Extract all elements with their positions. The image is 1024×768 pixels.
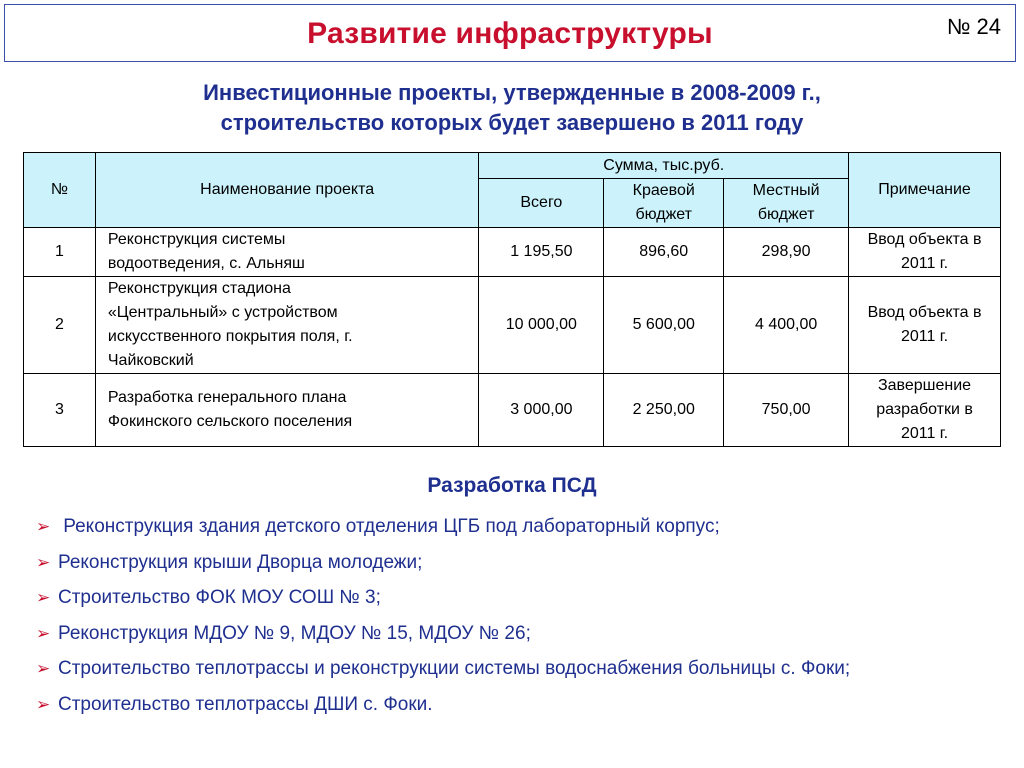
row-note-line: Ввод объекта в: [867, 304, 982, 321]
table-row: [24, 228, 1001, 277]
header-note: Примечание: [849, 153, 1001, 228]
row-num: 2: [24, 277, 96, 374]
psd-heading: Разработка ПСД: [427, 474, 597, 497]
list-item: [36, 512, 850, 548]
row-note-line: 2011 г.: [900, 425, 949, 442]
row-num: 1: [24, 228, 96, 277]
row-name-line: Фокинского сельского поселения: [107, 413, 353, 430]
row-name-line: Реконструкция системы: [107, 231, 286, 248]
row-regional: 896,60: [604, 228, 724, 277]
header-regional-line-2: бюджет: [635, 206, 692, 223]
list-item-text: Реконструкция МДОУ № 9, МДОУ № 15, МДОУ № 26;: [58, 622, 531, 644]
row-regional: 2 250,00: [604, 374, 724, 447]
row-name: [95, 228, 479, 277]
header-regional-line-1: Краевой: [632, 182, 695, 199]
row-note: [849, 374, 1001, 447]
psd-list: [36, 512, 850, 725]
header-sum: Сумма, тыс.руб.: [479, 153, 849, 179]
arrow-bullet-icon: ➢: [36, 694, 51, 714]
header-regional: [604, 179, 724, 228]
row-local: 4 400,00: [724, 277, 849, 374]
row-note-line: Ввод объекта в: [867, 231, 982, 248]
arrow-bullet-icon: ➢: [36, 552, 51, 572]
arrow-bullet-icon: ➢: [36, 517, 51, 536]
header-num: №: [24, 153, 96, 228]
list-item-text: Строительство ФОК МОУ СОШ № 3;: [58, 587, 381, 608]
row-regional: 5 600,00: [604, 277, 724, 374]
title-banner: [4, 4, 1016, 62]
table-caption-line-2: строительство которых будет завершено в 2011 году: [220, 110, 804, 135]
list-item-text: Реконструкция здания детского отделения ЦГБ под лабораторный корпус;: [58, 516, 720, 537]
row-name-line: водоотведения, с. Альняш: [107, 255, 305, 272]
header-local-line-1: Местный: [752, 182, 820, 199]
list-item: [36, 619, 850, 655]
row-name-line: Разработка генерального плана: [107, 389, 347, 406]
table-caption: [0, 78, 1024, 138]
projects-table: [23, 152, 1001, 447]
list-item-text: Строительство теплотрассы ДШИ с. Фоки.: [58, 693, 433, 715]
table-caption-line-1: Инвестиционные проекты, утвержденные в 2008-2009 г.,: [203, 80, 821, 105]
row-local: 298,90: [724, 228, 849, 277]
row-name-line: «Центральный» с устройством: [107, 304, 338, 321]
list-item: [36, 548, 850, 584]
page-title: Развитие инфраструктуры: [307, 17, 713, 50]
list-item-text: Строительство теплотрассы и реконструкции системы водоснабжения больницы с. Фоки;: [58, 658, 851, 679]
row-note-line: Завершение: [877, 377, 972, 394]
row-name-line: искусственного покрытия поля, г.: [107, 328, 353, 345]
list-item: [36, 690, 850, 726]
row-total: 1 195,50: [479, 228, 604, 277]
row-num: 3: [24, 374, 96, 447]
list-item-text: Реконструкция крыши Дворца молодежи;: [58, 551, 423, 573]
row-name: [95, 277, 479, 374]
row-total: 3 000,00: [479, 374, 604, 447]
list-item: [36, 654, 850, 690]
table-row: [24, 277, 1001, 374]
row-note-line: 2011 г.: [900, 255, 949, 272]
row-local: 750,00: [724, 374, 849, 447]
arrow-bullet-icon: ➢: [36, 659, 51, 678]
row-note: [849, 277, 1001, 374]
arrow-bullet-icon: ➢: [36, 588, 51, 607]
list-item: [36, 583, 850, 619]
header-local: [724, 179, 849, 228]
slide-number: № 24: [946, 14, 1001, 39]
header-total: Всего: [479, 179, 604, 228]
row-note: [849, 228, 1001, 277]
row-note-line: 2011 г.: [900, 328, 949, 345]
row-name: [95, 374, 479, 447]
table-row: [24, 374, 1001, 447]
header-local-line-2: бюджет: [757, 206, 815, 223]
arrow-bullet-icon: ➢: [36, 623, 51, 643]
row-note-line: разработки в: [876, 401, 973, 418]
row-name-line: Чайковский: [107, 352, 194, 369]
row-name-line: Реконструкция стадиона: [107, 280, 291, 297]
row-total: 10 000,00: [479, 277, 604, 374]
header-name: Наименование проекта: [95, 153, 479, 228]
